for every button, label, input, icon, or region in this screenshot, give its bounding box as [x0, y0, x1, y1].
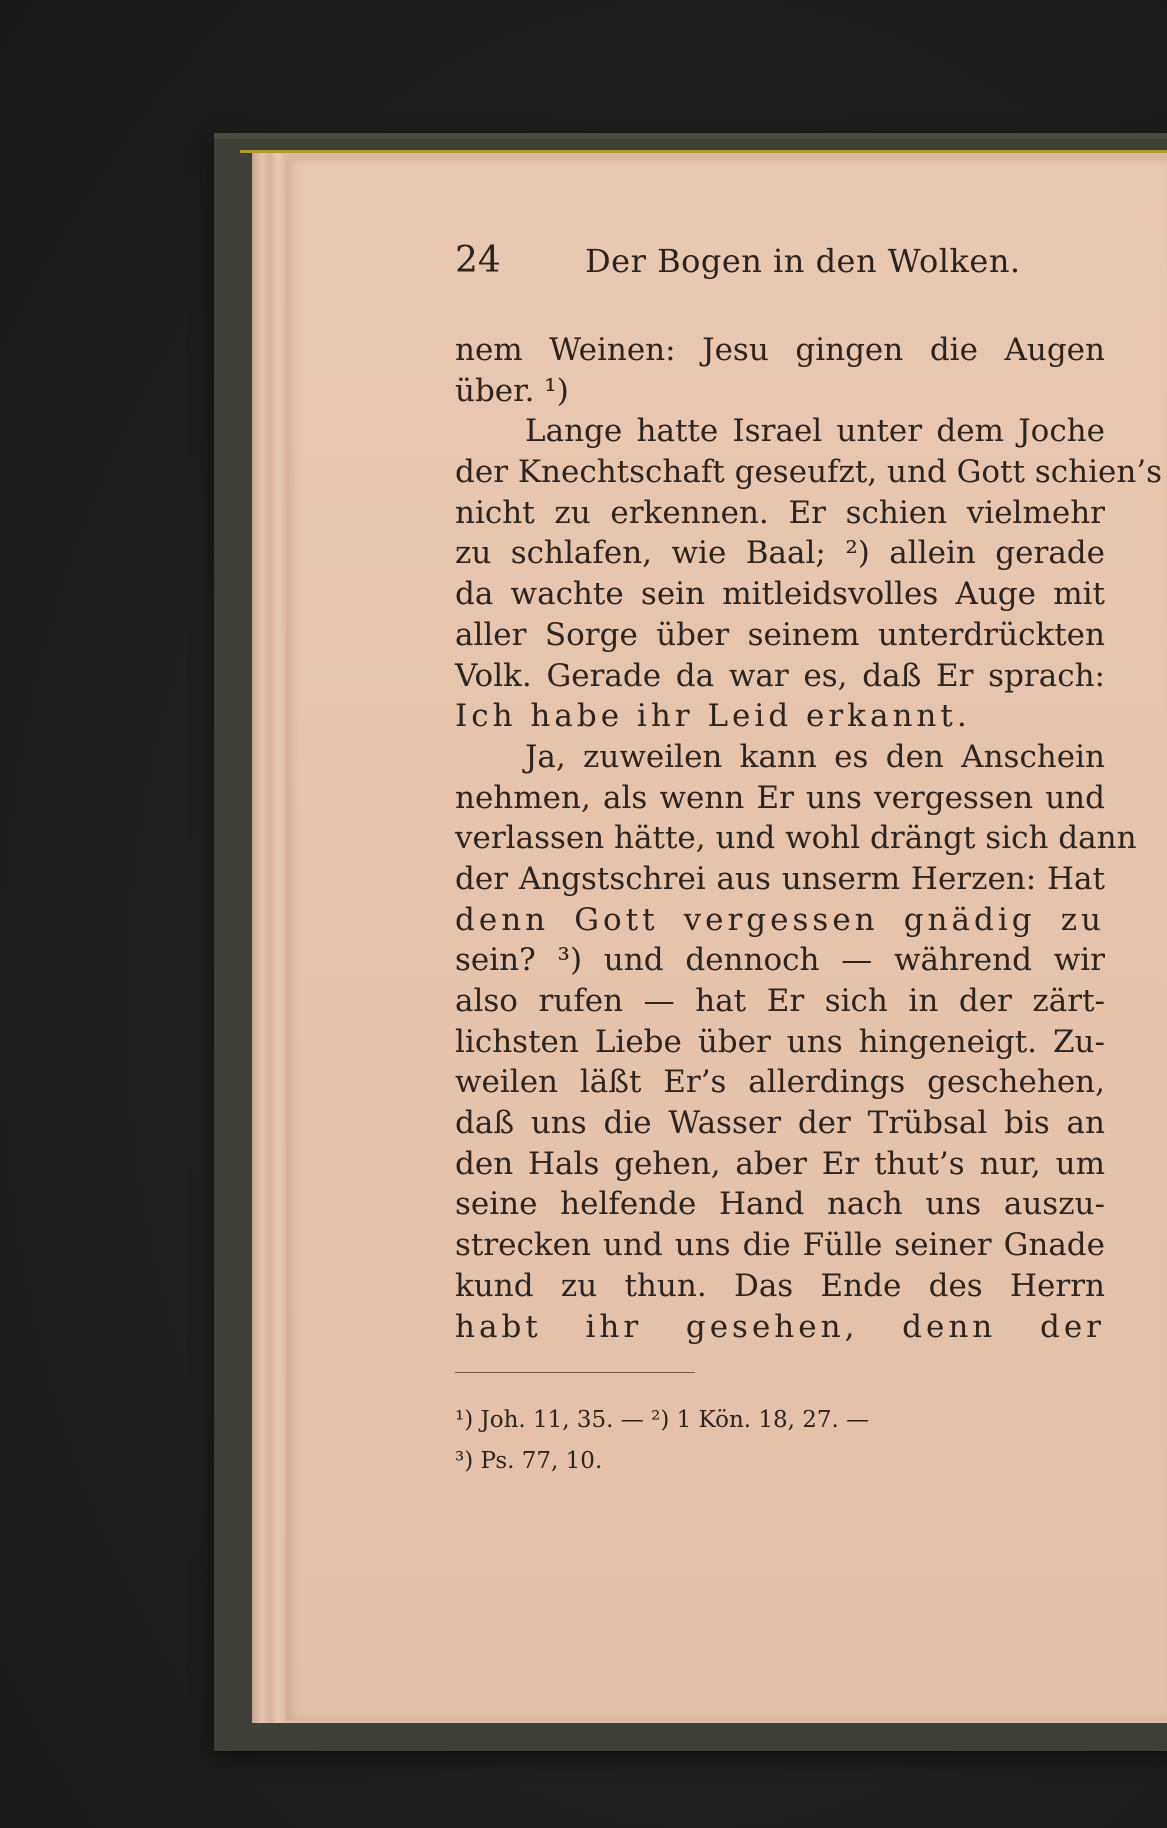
running-title: Der Bogen in den Wolken. — [585, 242, 1021, 280]
footnote-line: ³) Ps. 77, 10. — [455, 1448, 603, 1474]
gilt-edge — [240, 150, 1167, 153]
body-text — [455, 330, 1163, 1347]
text-line: aller Sorge über seinem unterdrückten — [455, 616, 1105, 653]
text-line: seine helfende Hand nach uns auszu- — [455, 1186, 1105, 1223]
text-line: habt ihr gesehen, denn der — [455, 1308, 1105, 1345]
text-line: kund zu thun. Das Ende des Herrn — [455, 1267, 1105, 1304]
text-line: denn Gott vergessen gnädig zu — [455, 901, 1105, 938]
text-line: Lange hatte Israel unter dem Joche — [525, 413, 1105, 450]
text-line: daß uns die Wasser der Trübsal bis an — [455, 1105, 1105, 1142]
text-line: also rufen — hat Er sich in der zärt- — [455, 983, 1105, 1019]
text-line: weilen läßt Er’s allerdings geschehen, — [455, 1064, 1105, 1101]
text-line: nehmen, als wenn Er uns vergessen und — [455, 779, 1105, 816]
text-line: zu schlafen, wie Baal; ²) allein gerade — [455, 535, 1105, 572]
text-line: nicht zu erkennen. Er schien vielmehr — [455, 494, 1105, 531]
text-line: nem Weinen: Jesu gingen die Augen — [455, 332, 1105, 368]
text-line: über. ¹) — [455, 372, 569, 409]
text-line: den Hals gehen, aber Er thut’s nur, um — [455, 1145, 1105, 1182]
text-line: strecken und uns die Fülle seiner Gnade — [455, 1227, 1105, 1264]
page-header — [455, 240, 1115, 290]
footnotes — [455, 1400, 1105, 1482]
footnote-rule — [455, 1372, 695, 1373]
text-line: sein? ³) und dennoch — während wir — [455, 942, 1105, 979]
text-line: lichsten Liebe über uns hingeneigt. Zu- — [455, 1023, 1105, 1060]
text-line: da wachte sein mitleidsvolles Auge mit — [455, 576, 1105, 613]
text-line: der Knechtschaft geseufzt, und Gott schien’s — [455, 454, 1163, 491]
text-line: Ja, zuweilen kann es den Anschein — [525, 738, 1105, 775]
footnote-line: ¹) Joh. 11, 35. — ²) 1 Kön. 18, 27. — — [455, 1407, 870, 1433]
text-line: verlassen hätte, und wohl drängt sich dann — [455, 820, 1137, 857]
text-line: Volk. Gerade da war es, daß Er sprach: — [455, 657, 1105, 694]
text-line: Ich habe ihr Leid erkannt. — [455, 698, 971, 735]
text-line: der Angstschrei aus unserm Herzen: Hat — [455, 860, 1105, 897]
page-number: 24 — [455, 240, 501, 281]
